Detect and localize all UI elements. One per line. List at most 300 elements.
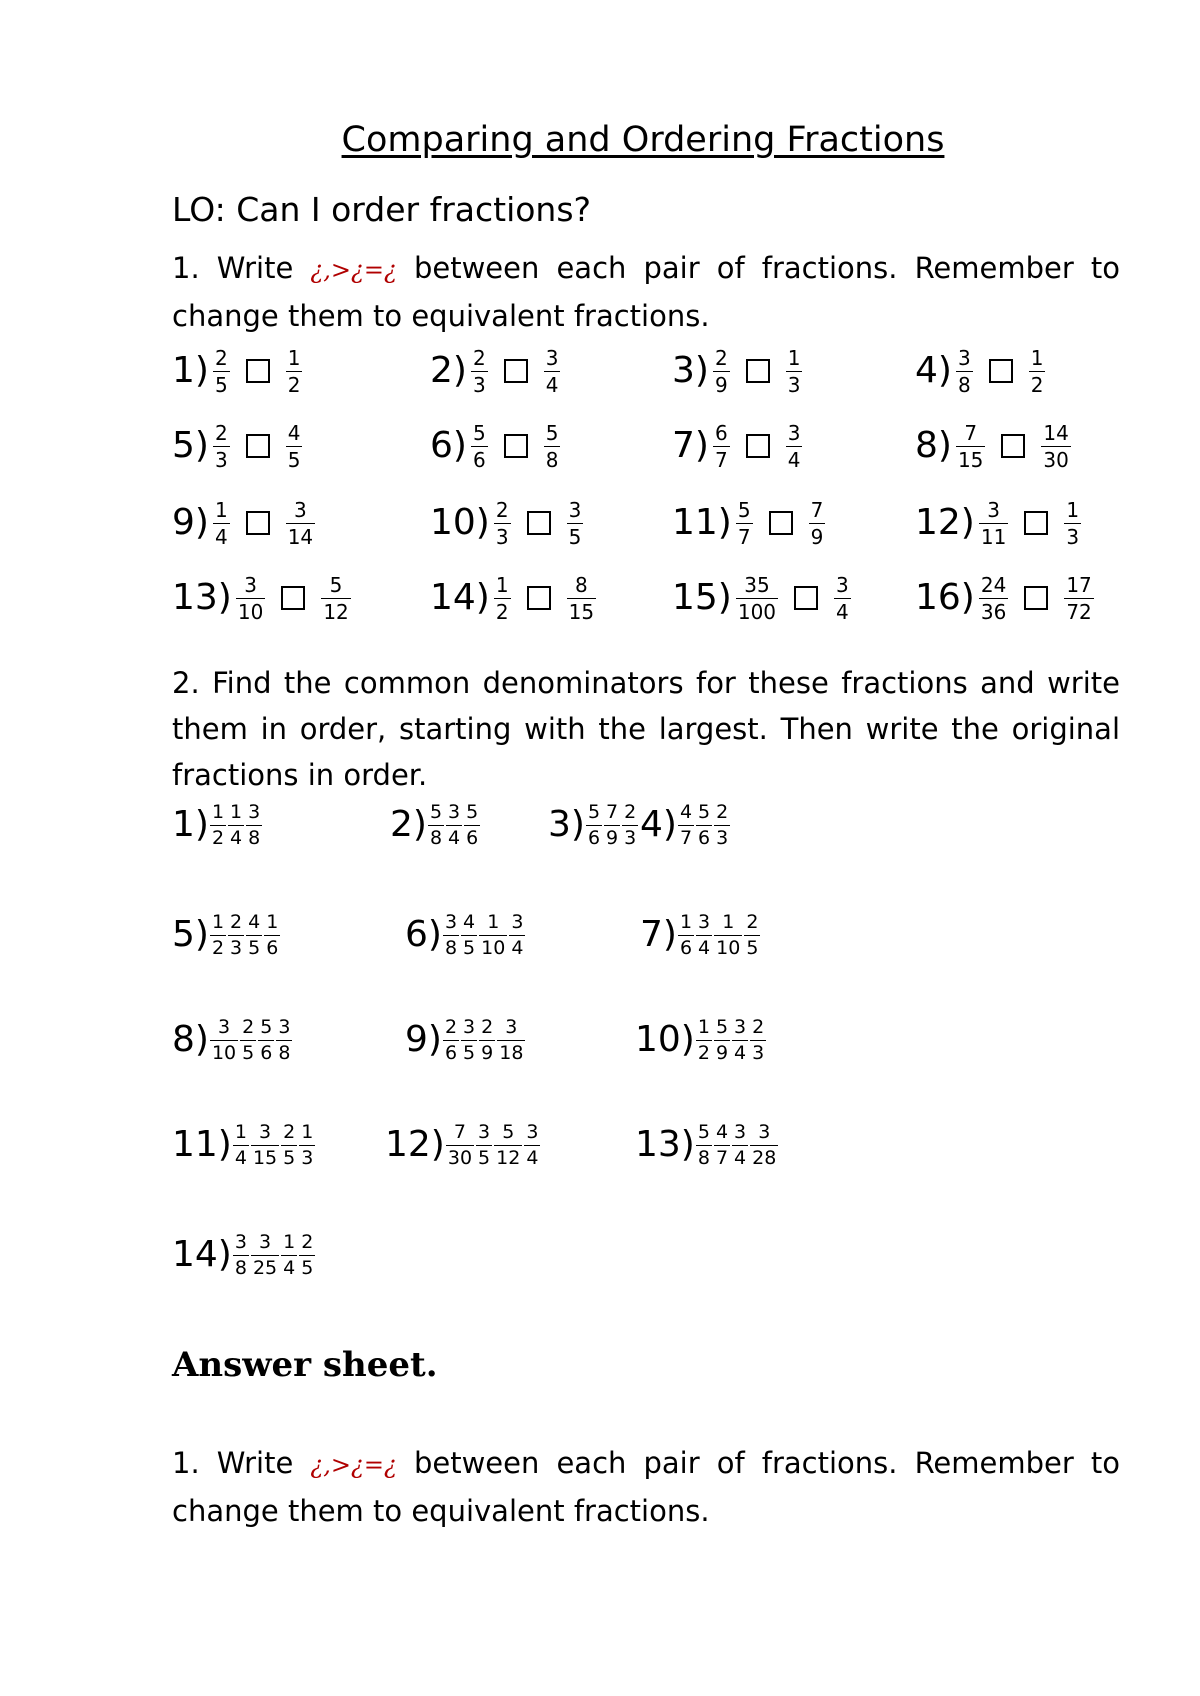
- denominator: 7: [715, 1146, 729, 1169]
- denominator: 9: [606, 826, 619, 849]
- denominator: 2: [495, 599, 509, 624]
- fraction: [471, 420, 488, 472]
- comparison-symbols: ¿,>¿=¿: [310, 256, 397, 284]
- numerator: 3: [526, 1120, 539, 1143]
- fraction: [1041, 420, 1070, 472]
- numerator: 2: [230, 910, 243, 933]
- denominator: 5: [283, 1146, 296, 1169]
- answer-box[interactable]: [246, 511, 270, 535]
- item-number: 15): [672, 577, 732, 618]
- numerator: 3: [259, 1120, 272, 1143]
- fraction: [678, 910, 694, 959]
- fraction: [276, 1015, 292, 1064]
- fraction: [979, 497, 1008, 549]
- denominator: 7: [737, 524, 751, 549]
- fraction: [678, 800, 694, 849]
- fraction: [750, 1015, 766, 1064]
- fraction: [228, 800, 244, 849]
- numerator: 3: [244, 572, 257, 597]
- numerator: 1: [697, 1015, 710, 1038]
- fraction: [286, 497, 315, 549]
- fraction: [494, 572, 511, 624]
- ordering-item: [640, 905, 761, 965]
- ordering-item: [635, 1115, 779, 1175]
- fraction: [732, 1015, 748, 1064]
- fraction: [1064, 572, 1093, 624]
- denominator: 8: [545, 447, 559, 472]
- fraction: [714, 1120, 730, 1169]
- ordering-item: [172, 1115, 316, 1175]
- numerator: 6: [714, 420, 728, 445]
- fraction: [714, 800, 730, 849]
- numerator: 7: [453, 1120, 466, 1143]
- answer-box[interactable]: [504, 434, 528, 458]
- fraction: [476, 1120, 492, 1169]
- denominator: 4: [734, 1041, 747, 1064]
- item-number: 2): [390, 804, 427, 845]
- denominator: 36: [980, 599, 1007, 624]
- denominator: 18: [499, 1041, 524, 1064]
- fraction: [479, 910, 507, 959]
- numerator: 1: [283, 1230, 296, 1253]
- fraction: [281, 1230, 297, 1279]
- ordering-item: [635, 1010, 767, 1070]
- numerator: 5: [698, 800, 711, 823]
- fraction: [286, 345, 303, 397]
- numerator: 3: [444, 910, 458, 933]
- fraction: [736, 497, 753, 549]
- numerator: 3: [448, 800, 461, 823]
- denominator: 4: [511, 936, 524, 959]
- ordering-item: [548, 795, 639, 855]
- denominator: 15: [568, 599, 595, 624]
- fraction: [299, 1120, 315, 1169]
- numerator: 1: [722, 910, 735, 933]
- ordering-item: [405, 905, 526, 965]
- denominator: 6: [472, 447, 486, 472]
- denominator: 12: [323, 599, 349, 624]
- denominator: 25: [252, 1256, 278, 1279]
- fraction: [286, 420, 303, 472]
- ordering-item: [172, 905, 281, 965]
- fraction: [246, 800, 262, 849]
- denominator: 2: [211, 936, 225, 959]
- numerator: 2: [714, 345, 728, 370]
- numerator: 2: [472, 345, 486, 370]
- comparison-item: [915, 335, 1049, 407]
- numerator: 4: [679, 800, 693, 823]
- item-number: 13): [635, 1124, 695, 1165]
- item-number: 3): [672, 350, 709, 391]
- numerator: 3: [987, 497, 1000, 522]
- denominator: 3: [214, 447, 228, 472]
- denominator: 15: [252, 1146, 278, 1169]
- numerator: 3: [259, 1230, 272, 1253]
- denominator: 2: [211, 826, 225, 849]
- denominator: 5: [746, 936, 759, 959]
- denominator: 6: [698, 826, 711, 849]
- numerator: 5: [697, 1120, 710, 1143]
- fraction: [604, 800, 620, 849]
- comparison-item: [672, 335, 806, 407]
- answer-comparison-symbols: ¿,>¿=¿: [310, 1451, 397, 1479]
- answer-sheet-heading: Answer sheet.: [172, 1345, 438, 1385]
- fraction: [497, 1015, 525, 1064]
- ordering-item: [172, 1225, 316, 1285]
- fraction: [1064, 497, 1081, 549]
- comparison-item: [672, 410, 806, 482]
- denominator: 14: [287, 524, 314, 549]
- numerator: 2: [752, 1015, 765, 1038]
- numerator: 2: [716, 800, 729, 823]
- denominator: 11: [980, 524, 1007, 549]
- comparison-item: [915, 410, 1075, 482]
- item-number: 9): [172, 502, 209, 543]
- denominator: 4: [698, 936, 711, 959]
- denominator: 5: [478, 1146, 491, 1169]
- fraction: [956, 345, 973, 397]
- fraction: [750, 1120, 778, 1169]
- fraction: [696, 800, 712, 849]
- numerator: 3: [478, 1120, 491, 1143]
- denominator: 8: [429, 826, 443, 849]
- fraction: [834, 572, 851, 624]
- item-number: 7): [640, 914, 677, 955]
- item-number: 9): [405, 1019, 442, 1060]
- fraction: [544, 345, 561, 397]
- fraction: [471, 345, 488, 397]
- numerator: 3: [698, 910, 711, 933]
- answer-box[interactable]: [246, 434, 270, 458]
- denominator: 4: [283, 1256, 296, 1279]
- item-number: 12): [915, 502, 975, 543]
- numerator: 5: [260, 1015, 273, 1038]
- numerator: 14: [1043, 420, 1069, 445]
- denominator: 6: [587, 826, 601, 849]
- fraction: [446, 1120, 474, 1169]
- item-number: 11): [172, 1124, 232, 1165]
- answer-box[interactable]: [281, 586, 305, 610]
- comparison-item: [672, 487, 829, 559]
- answer-box[interactable]: [527, 586, 551, 610]
- fraction: [736, 572, 778, 624]
- denominator: 5: [242, 1041, 255, 1064]
- numerator: 2: [242, 1015, 255, 1038]
- denominator: 3: [472, 372, 486, 397]
- numerator: 1: [487, 910, 500, 933]
- denominator: 5: [463, 936, 476, 959]
- answer-box[interactable]: [769, 511, 793, 535]
- ordering-item: [172, 795, 263, 855]
- denominator: 9: [481, 1041, 494, 1064]
- denominator: 9: [715, 1041, 729, 1064]
- fraction: [443, 1015, 459, 1064]
- question-2-instructions: 2. Find the common denominators for these fractions and write them in order, starting with the largest. Then write the original fractions in order.: [172, 666, 1120, 792]
- numerator: 1: [287, 345, 301, 370]
- numerator: 3: [294, 497, 307, 522]
- numerator: 1: [211, 910, 225, 933]
- numerator: 24: [980, 572, 1007, 597]
- denominator: 6: [466, 826, 479, 849]
- question-1-text: between each pair of fractions. Remember to change them to equivalent fractions.: [172, 251, 1120, 333]
- fraction: [213, 420, 230, 472]
- denominator: 2: [1030, 372, 1044, 397]
- numerator: 1: [679, 910, 693, 933]
- answer-question-1-text: between each pair of fractions. Remember to change them to equivalent fractions.: [172, 1446, 1120, 1528]
- denominator: 10: [211, 1041, 237, 1064]
- fraction: [479, 1015, 495, 1064]
- denominator: 10: [716, 936, 741, 959]
- item-number: 10): [635, 1019, 695, 1060]
- item-number: 5): [172, 914, 209, 955]
- denominator: 5: [248, 936, 261, 959]
- numerator: 1: [211, 800, 225, 823]
- denominator: 4: [526, 1146, 539, 1169]
- fraction: [446, 800, 462, 849]
- numerator: 4: [463, 910, 476, 933]
- numerator: 2: [214, 420, 228, 445]
- denominator: 5: [287, 447, 301, 472]
- numerator: 1: [787, 345, 801, 370]
- fraction: [213, 345, 230, 397]
- comparison-item: [915, 562, 1098, 634]
- numerator: 7: [964, 420, 978, 445]
- answer-box[interactable]: [246, 359, 270, 383]
- fraction: [299, 1230, 315, 1279]
- numerator: 3: [278, 1015, 291, 1038]
- answer-box[interactable]: [504, 359, 528, 383]
- item-number: 14): [172, 1234, 232, 1275]
- answer-box[interactable]: [1024, 586, 1048, 610]
- numerator: 3: [218, 1015, 231, 1038]
- denominator: 3: [495, 524, 509, 549]
- denominator: 3: [230, 936, 243, 959]
- denominator: 9: [810, 524, 824, 549]
- fraction: [732, 1120, 748, 1169]
- denominator: 8: [697, 1146, 710, 1169]
- fraction: [622, 800, 638, 849]
- numerator: 1: [266, 910, 279, 933]
- numerator: 1: [1030, 345, 1044, 370]
- comparison-item: [172, 487, 319, 559]
- fraction: [786, 345, 803, 397]
- fraction: [443, 910, 459, 959]
- fraction: [714, 1015, 730, 1064]
- fraction: [567, 572, 596, 624]
- numerator: 2: [444, 1015, 458, 1038]
- denominator: 9: [714, 372, 728, 397]
- denominator: 4: [230, 826, 243, 849]
- denominator: 3: [716, 826, 729, 849]
- item-number: 11): [672, 502, 732, 543]
- fraction: [264, 910, 280, 959]
- numerator: 5: [329, 572, 343, 597]
- denominator: 8: [248, 826, 261, 849]
- denominator: 10: [481, 936, 506, 959]
- numerator: 5: [737, 497, 751, 522]
- fraction: [210, 1015, 238, 1064]
- fraction: [586, 800, 602, 849]
- denominator: 30: [447, 1146, 473, 1169]
- numerator: 3: [568, 497, 582, 522]
- denominator: 7: [714, 447, 728, 472]
- denominator: 4: [734, 1146, 747, 1169]
- ordering-item: [640, 795, 731, 855]
- ordering-item: [390, 795, 481, 855]
- fraction: [809, 497, 826, 549]
- item-number: 14): [430, 577, 490, 618]
- numerator: 5: [466, 800, 479, 823]
- fraction: [251, 1230, 279, 1279]
- numerator: 1: [214, 497, 228, 522]
- denominator: 4: [234, 1146, 247, 1169]
- numerator: 2: [624, 800, 637, 823]
- fraction: [246, 910, 262, 959]
- numerator: 5: [502, 1120, 515, 1143]
- denominator: 3: [301, 1146, 314, 1169]
- item-number: 8): [915, 425, 952, 466]
- item-number: 6): [405, 914, 442, 955]
- numerator: 4: [715, 1120, 729, 1143]
- denominator: 4: [448, 826, 461, 849]
- answer-box[interactable]: [1001, 434, 1025, 458]
- numerator: 7: [810, 497, 824, 522]
- fraction: [1029, 345, 1046, 397]
- answer-box[interactable]: [746, 434, 770, 458]
- comparison-item: [172, 410, 306, 482]
- denominator: 10: [237, 599, 264, 624]
- numerator: 2: [481, 1015, 494, 1038]
- numerator: 1: [495, 572, 509, 597]
- denominator: 3: [624, 826, 637, 849]
- comparison-item: [430, 562, 600, 634]
- denominator: 8: [957, 372, 971, 397]
- item-number: 12): [385, 1124, 445, 1165]
- item-number: 4): [915, 350, 952, 391]
- ordering-item: [172, 1010, 293, 1070]
- numerator: 5: [715, 1015, 729, 1038]
- numerator: 3: [734, 1015, 747, 1038]
- fraction: [210, 800, 226, 849]
- fraction: [956, 420, 985, 472]
- denominator: 6: [444, 1041, 458, 1064]
- fraction: [713, 345, 730, 397]
- fraction: [464, 800, 480, 849]
- fraction: [509, 910, 525, 959]
- denominator: 5: [463, 1041, 476, 1064]
- question-1-prefix: 1. Write: [172, 251, 311, 285]
- fraction: [713, 420, 730, 472]
- fraction: [696, 910, 712, 959]
- denominator: 4: [836, 599, 849, 624]
- denominator: 7: [679, 826, 693, 849]
- denominator: 5: [214, 372, 228, 397]
- fraction: [461, 1015, 477, 1064]
- fraction: [494, 1120, 522, 1169]
- numerator: 2: [214, 345, 228, 370]
- item-number: 10): [430, 502, 490, 543]
- fraction: [524, 1120, 540, 1169]
- numerator: 3: [734, 1120, 747, 1143]
- denominator: 4: [214, 524, 228, 549]
- numerator: 2: [301, 1230, 314, 1253]
- fraction: [233, 1230, 249, 1279]
- fraction: [494, 497, 511, 549]
- denominator: 3: [787, 372, 801, 397]
- comparison-item: [430, 487, 587, 559]
- fraction: [281, 1120, 297, 1169]
- numerator: 1: [1066, 497, 1080, 522]
- fraction: [567, 497, 584, 549]
- fraction: [786, 420, 803, 472]
- comparison-item: [430, 410, 564, 482]
- question-1-instructions: [172, 245, 1120, 339]
- item-number: 8): [172, 1019, 209, 1060]
- fraction: [461, 910, 477, 959]
- numerator: 3: [248, 800, 261, 823]
- comparison-item: [672, 562, 855, 634]
- numerator: 1: [234, 1120, 247, 1143]
- numerator: 2: [746, 910, 759, 933]
- denominator: 6: [679, 936, 693, 959]
- answer-question-1-prefix: 1. Write: [172, 1446, 311, 1480]
- denominator: 8: [278, 1041, 291, 1064]
- denominator: 3: [1066, 524, 1080, 549]
- numerator: 35: [744, 572, 770, 597]
- fraction: [228, 910, 244, 959]
- denominator: 4: [545, 372, 559, 397]
- item-number: 1): [172, 350, 209, 391]
- comparison-item: [915, 487, 1085, 559]
- answer-box[interactable]: [527, 511, 551, 535]
- denominator: 30: [1043, 447, 1069, 472]
- denominator: 5: [568, 524, 582, 549]
- answer-box[interactable]: [1024, 511, 1048, 535]
- comparison-item: [172, 335, 306, 407]
- item-number: 4): [640, 804, 677, 845]
- fraction: [210, 910, 226, 959]
- numerator: 3: [511, 910, 524, 933]
- numerator: 5: [587, 800, 601, 823]
- denominator: 6: [266, 936, 279, 959]
- numerator: 3: [463, 1015, 476, 1038]
- fraction: [696, 1015, 712, 1064]
- denominator: 4: [787, 447, 801, 472]
- denominator: 5: [301, 1256, 314, 1279]
- numerator: 17: [1066, 572, 1092, 597]
- answer-box[interactable]: [989, 359, 1013, 383]
- fraction: [428, 800, 444, 849]
- numerator: 4: [287, 420, 301, 445]
- answer-box[interactable]: [746, 359, 770, 383]
- numerator: 5: [472, 420, 486, 445]
- item-number: 13): [172, 577, 232, 618]
- item-number: 16): [915, 577, 975, 618]
- fraction: [744, 910, 760, 959]
- denominator: 6: [260, 1041, 273, 1064]
- denominator: 2: [287, 372, 301, 397]
- numerator: 5: [429, 800, 443, 823]
- fraction: [236, 572, 265, 624]
- denominator: 12: [496, 1146, 521, 1169]
- answer-box[interactable]: [794, 586, 818, 610]
- fraction: [544, 420, 561, 472]
- fraction: [233, 1120, 249, 1169]
- item-number: 1): [172, 804, 209, 845]
- answer-question-1-instructions: [172, 1440, 1120, 1534]
- fraction: [251, 1120, 279, 1169]
- denominator: 8: [444, 936, 458, 959]
